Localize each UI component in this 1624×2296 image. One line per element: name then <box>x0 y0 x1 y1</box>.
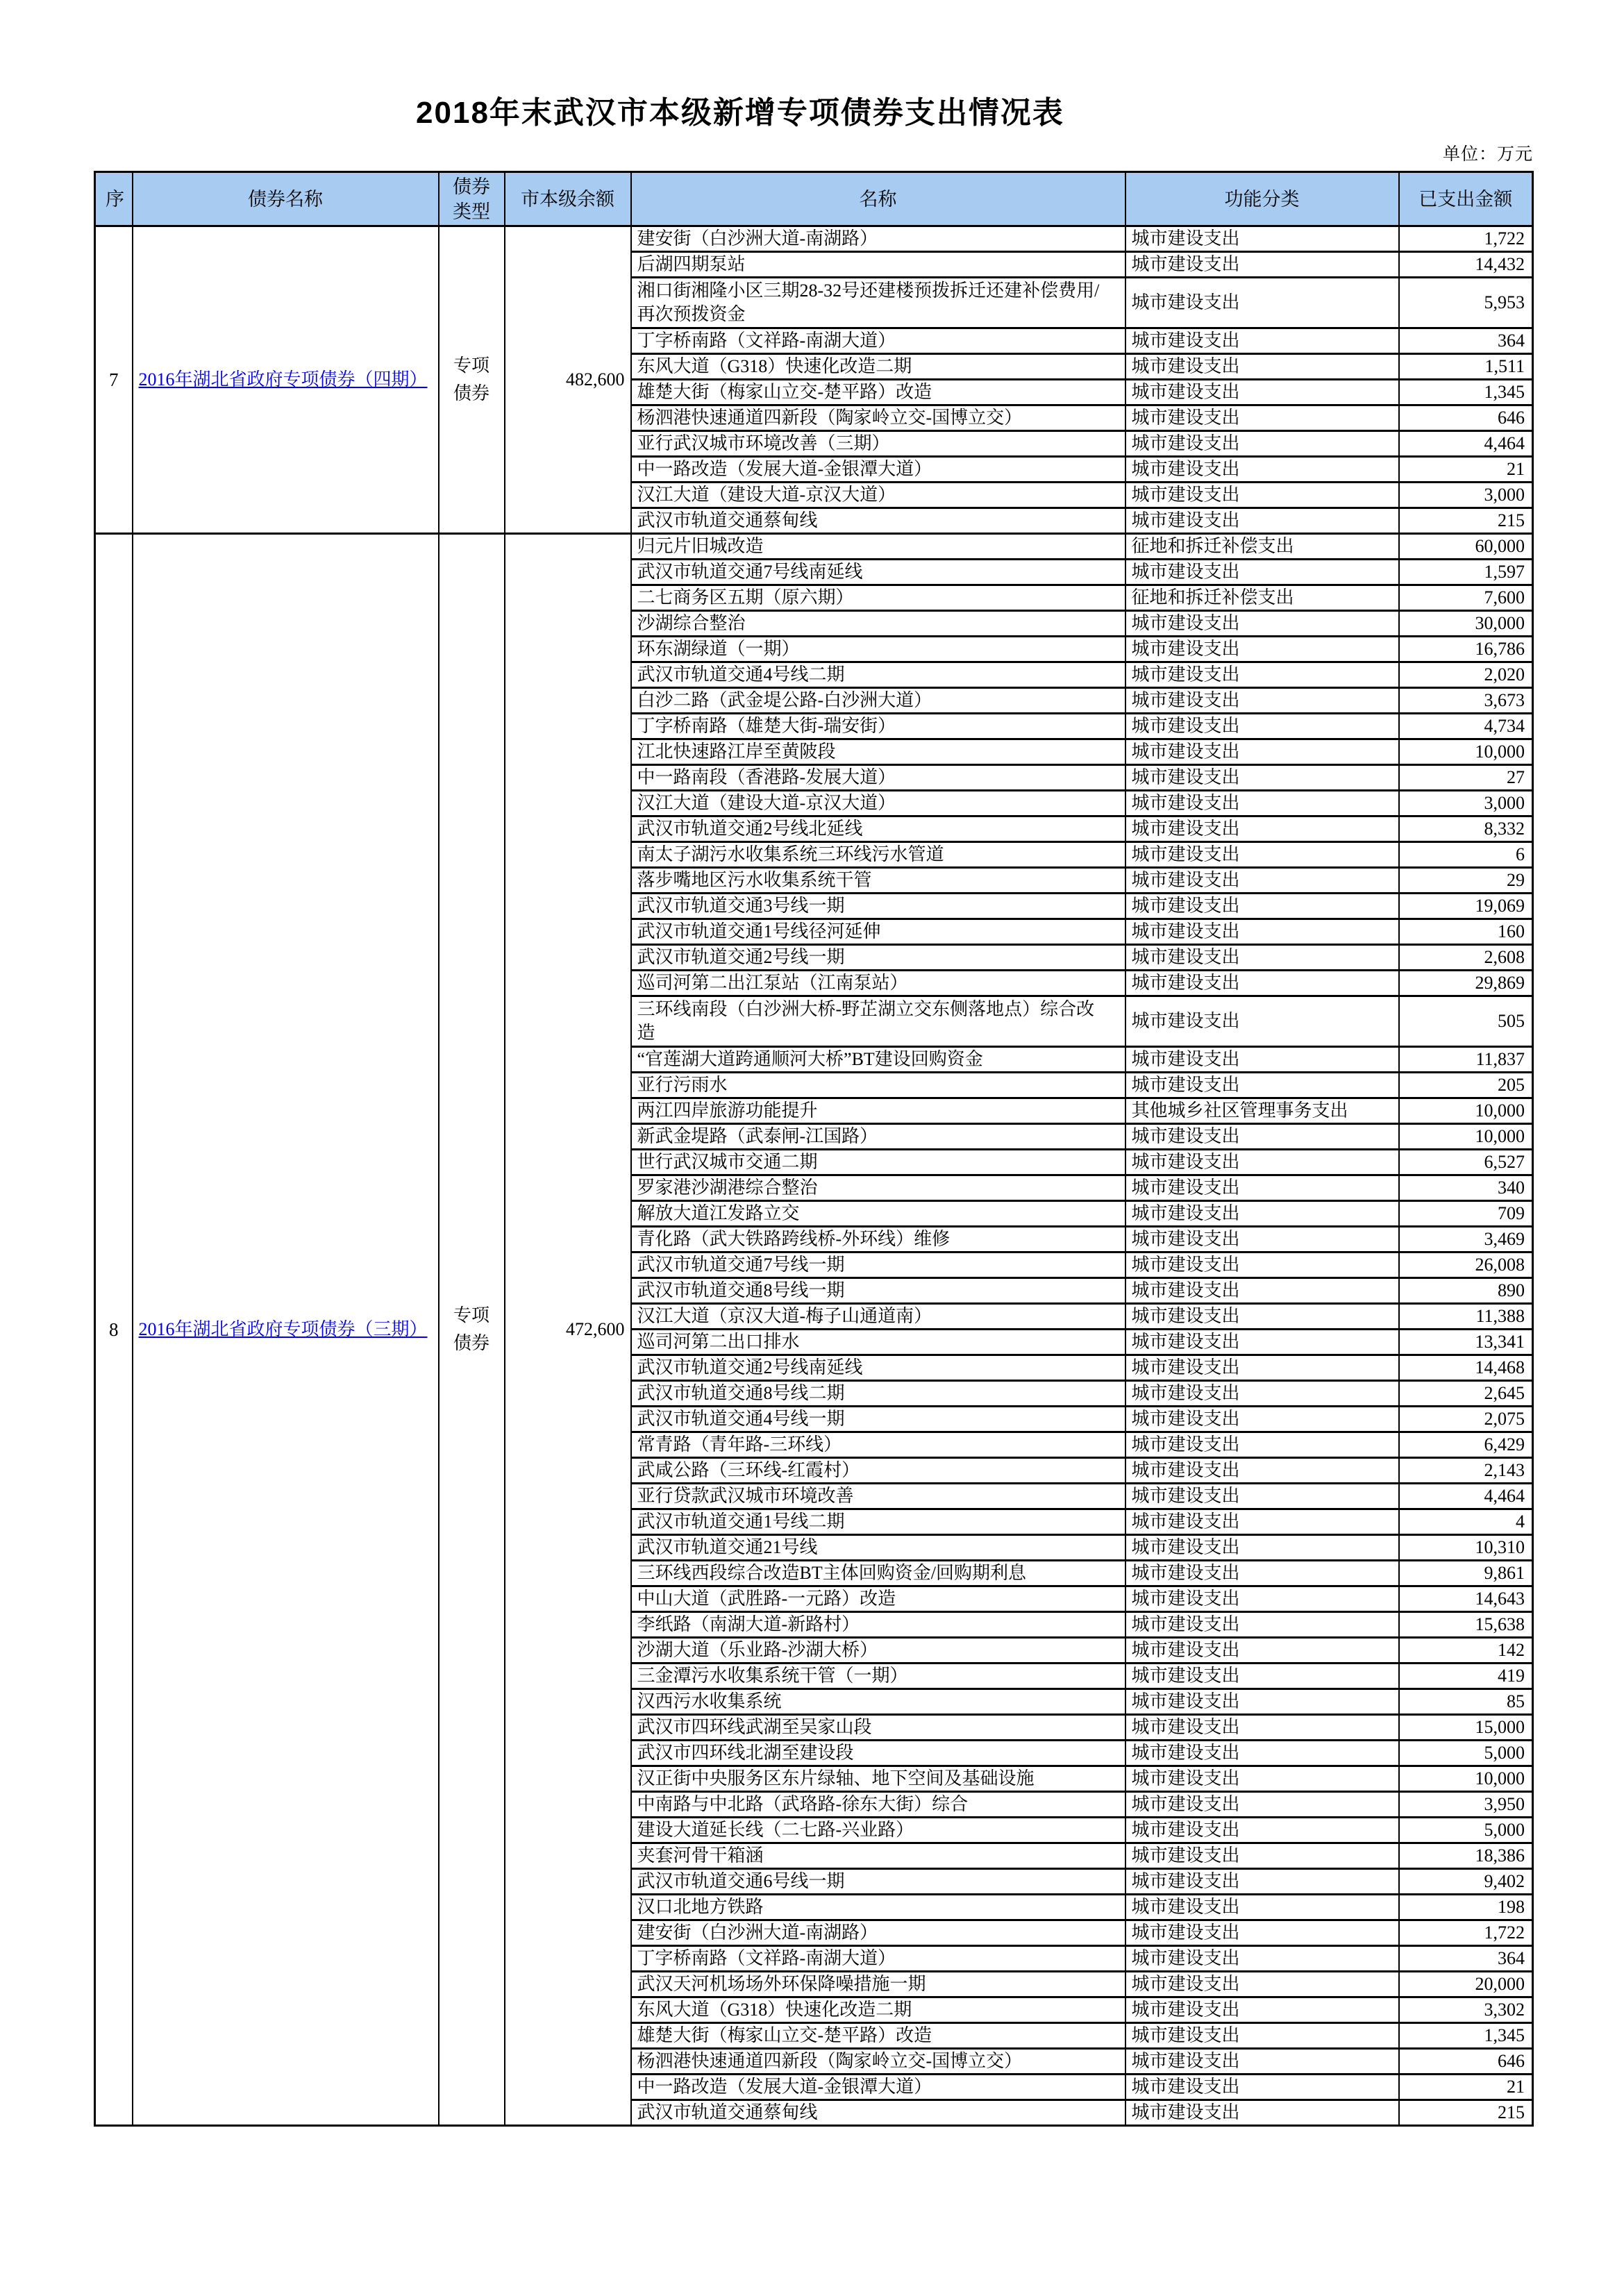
bond-name-cell <box>133 226 439 534</box>
project-category-cell: 城市建设支出 <box>1125 1484 1399 1509</box>
header-row <box>95 172 1533 226</box>
project-category-cell: 城市建设支出 <box>1125 1920 1399 1946</box>
project-amount-cell: 1,511 <box>1399 354 1533 380</box>
project-category-cell: 城市建设支出 <box>1125 1869 1399 1895</box>
project-name-cell: 湘口街湘隆小区三期28-32号还建楼预拨拆迁还建补偿费用/再次预拨资金 <box>631 278 1125 328</box>
project-category-cell: 城市建设支出 <box>1125 1843 1399 1869</box>
project-category-cell: 城市建设支出 <box>1125 405 1399 431</box>
project-name-cell: 中一路改造（发展大道-金银潭大道） <box>631 457 1125 483</box>
project-name-cell: 世行武汉城市交通二期 <box>631 1150 1125 1175</box>
project-amount-cell: 6,527 <box>1399 1150 1533 1175</box>
project-row <box>95 226 1533 252</box>
project-amount-cell: 4,734 <box>1399 714 1533 739</box>
project-amount-cell: 16,786 <box>1399 637 1533 662</box>
project-name-cell: 东风大道（G318）快速化改造二期 <box>631 1997 1125 2023</box>
project-amount-cell: 646 <box>1399 405 1533 431</box>
project-amount-cell: 21 <box>1399 457 1533 483</box>
project-name-cell: 武汉市轨道交通3号线一期 <box>631 894 1125 919</box>
project-name-cell: 丁字桥南路（雄楚大街-瑞安街） <box>631 714 1125 739</box>
project-amount-cell: 205 <box>1399 1073 1533 1098</box>
project-amount-cell: 160 <box>1399 919 1533 945</box>
project-amount-cell: 11,388 <box>1399 1304 1533 1330</box>
bond-balance-cell: 482,600 <box>505 226 631 534</box>
header-seq: 序 <box>95 172 133 226</box>
project-category-cell: 城市建设支出 <box>1125 380 1399 405</box>
project-name-cell: 汉口北地方铁路 <box>631 1895 1125 1920</box>
bond-name-link[interactable]: 2016年湖北省政府专项债券（三期） <box>138 1319 428 1339</box>
project-category-cell: 城市建设支出 <box>1125 1432 1399 1458</box>
project-name-cell: 武汉市轨道交通蔡甸线 <box>631 2100 1125 2126</box>
project-amount-cell: 3,302 <box>1399 1997 1533 2023</box>
project-category-cell: 城市建设支出 <box>1125 2023 1399 2049</box>
project-name-cell: 中一路南段（香港路-发展大道） <box>631 765 1125 791</box>
project-name-cell: 南太子湖污水收集系统三环线污水管道 <box>631 842 1125 868</box>
project-name-cell: 三环线西段综合改造BT主体回购资金/回购期利息 <box>631 1561 1125 1586</box>
project-name-cell: 武汉市轨道交通21号线 <box>631 1535 1125 1561</box>
project-category-cell: 城市建设支出 <box>1125 1638 1399 1664</box>
project-category-cell: 城市建设支出 <box>1125 1073 1399 1098</box>
project-amount-cell: 5,000 <box>1399 1741 1533 1766</box>
project-name-cell: 青化路（武大铁路跨线桥-外环线）维修 <box>631 1227 1125 1252</box>
bond-section <box>95 226 1533 534</box>
project-name-cell: 武汉市四环线武湖至吴家山段 <box>631 1715 1125 1741</box>
project-amount-cell: 9,402 <box>1399 1869 1533 1895</box>
project-amount-cell: 709 <box>1399 1201 1533 1227</box>
header-balance: 市本级余额 <box>505 172 631 226</box>
project-amount-cell: 646 <box>1399 2049 1533 2075</box>
bond-type-cell: 专项债券 <box>439 534 505 2126</box>
project-name-cell: 环东湖绿道（一期） <box>631 637 1125 662</box>
project-amount-cell: 10,000 <box>1399 1766 1533 1792</box>
project-category-cell: 城市建设支出 <box>1125 1304 1399 1330</box>
project-category-cell: 城市建设支出 <box>1125 1972 1399 1997</box>
project-name-cell: 武汉市轨道交通2号线北延线 <box>631 816 1125 842</box>
project-amount-cell: 1,722 <box>1399 226 1533 252</box>
project-name-cell: 白沙二路（武金堤公路-白沙洲大道） <box>631 688 1125 714</box>
project-name-cell: 建安街（白沙洲大道-南湖路） <box>631 226 1125 252</box>
project-amount-cell: 2,645 <box>1399 1381 1533 1407</box>
bond-type-cell: 专项债券 <box>439 226 505 534</box>
project-amount-cell: 215 <box>1399 508 1533 534</box>
project-category-cell: 其他城乡社区管理事务支出 <box>1125 1098 1399 1124</box>
project-name-cell: 落步嘴地区污水收集系统干管 <box>631 868 1125 894</box>
project-amount-cell: 8,332 <box>1399 816 1533 842</box>
project-name-cell: 丁字桥南路（文祥路-南湖大道） <box>631 328 1125 354</box>
project-name-cell: 汉正街中央服务区东片绿轴、地下空间及基础设施 <box>631 1766 1125 1792</box>
project-category-cell: 城市建设支出 <box>1125 688 1399 714</box>
project-name-cell: “官莲湖大道跨通顺河大桥”BT建设回购资金 <box>631 1047 1125 1073</box>
header-project-name: 名称 <box>631 172 1125 226</box>
project-amount-cell: 364 <box>1399 328 1533 354</box>
project-amount-cell: 2,020 <box>1399 662 1533 688</box>
project-category-cell: 城市建设支出 <box>1125 431 1399 457</box>
project-category-cell: 城市建设支出 <box>1125 996 1399 1047</box>
bond-name-cell <box>133 534 439 2126</box>
project-amount-cell: 15,000 <box>1399 1715 1533 1741</box>
project-category-cell: 城市建设支出 <box>1125 1895 1399 1920</box>
table-header <box>95 172 1533 226</box>
project-amount-cell: 10,000 <box>1399 739 1533 765</box>
project-name-cell: 建设大道延长线（二七路-兴业路） <box>631 1818 1125 1843</box>
project-category-cell: 城市建设支出 <box>1125 1381 1399 1407</box>
project-category-cell: 城市建设支出 <box>1125 868 1399 894</box>
project-amount-cell: 1,345 <box>1399 380 1533 405</box>
project-category-cell: 城市建设支出 <box>1125 226 1399 252</box>
project-amount-cell: 419 <box>1399 1664 1533 1689</box>
project-category-cell: 城市建设支出 <box>1125 252 1399 278</box>
page-title: 2018年末武汉市本级新增专项债券支出情况表 <box>416 96 1064 130</box>
bond-balance-cell: 472,600 <box>505 534 631 2126</box>
project-name-cell: 汉江大道（建设大道-京汉大道） <box>631 483 1125 508</box>
project-name-cell: 汉江大道（京汉大道-梅子山通道南） <box>631 1304 1125 1330</box>
project-amount-cell: 13,341 <box>1399 1330 1533 1355</box>
project-category-cell: 城市建设支出 <box>1125 662 1399 688</box>
project-amount-cell: 6 <box>1399 842 1533 868</box>
project-category-cell: 城市建设支出 <box>1125 1175 1399 1201</box>
project-amount-cell: 27 <box>1399 765 1533 791</box>
project-name-cell: 常青路（青年路-三环线） <box>631 1432 1125 1458</box>
project-amount-cell: 2,075 <box>1399 1407 1533 1432</box>
project-name-cell: 亚行污雨水 <box>631 1073 1125 1098</box>
project-amount-cell: 10,310 <box>1399 1535 1533 1561</box>
project-name-cell: 建安街（白沙洲大道-南湖路） <box>631 1920 1125 1946</box>
project-name-cell: 巡司河第二出口排水 <box>631 1330 1125 1355</box>
project-name-cell: 丁字桥南路（文祥路-南湖大道） <box>631 1946 1125 1972</box>
project-amount-cell: 2,608 <box>1399 945 1533 971</box>
project-amount-cell: 20,000 <box>1399 1972 1533 1997</box>
project-category-cell: 城市建设支出 <box>1125 354 1399 380</box>
project-name-cell: 罗家港沙湖港综合整治 <box>631 1175 1125 1201</box>
project-amount-cell: 10,000 <box>1399 1124 1533 1150</box>
project-category-cell: 城市建设支出 <box>1125 1124 1399 1150</box>
project-amount-cell: 30,000 <box>1399 611 1533 637</box>
project-category-cell: 城市建设支出 <box>1125 945 1399 971</box>
project-amount-cell: 85 <box>1399 1689 1533 1715</box>
project-category-cell: 城市建设支出 <box>1125 1330 1399 1355</box>
project-name-cell: 武咸公路（三环线-红霞村） <box>631 1458 1125 1484</box>
project-name-cell: 雄楚大街（梅家山立交-楚平路）改造 <box>631 380 1125 405</box>
project-name-cell: 中南路与中北路（武珞路-徐东大街）综合 <box>631 1792 1125 1818</box>
project-amount-cell: 21 <box>1399 2075 1533 2100</box>
project-category-cell: 城市建设支出 <box>1125 1150 1399 1175</box>
project-amount-cell: 11,837 <box>1399 1047 1533 1073</box>
project-name-cell: 巡司河第二出江泵站（江南泵站） <box>631 971 1125 996</box>
project-category-cell: 城市建设支出 <box>1125 328 1399 354</box>
project-name-cell: 三环线南段（白沙洲大桥-野芷湖立交东侧落地点）综合改造 <box>631 996 1125 1047</box>
bond-name-link[interactable]: 2016年湖北省政府专项债券（四期） <box>138 369 428 389</box>
project-amount-cell: 3,000 <box>1399 483 1533 508</box>
project-amount-cell: 3,950 <box>1399 1792 1533 1818</box>
project-name-cell: 杨泗港快速通道四新段（陶家岭立交-国博立交） <box>631 405 1125 431</box>
project-amount-cell: 9,861 <box>1399 1561 1533 1586</box>
header-category: 功能分类 <box>1125 172 1399 226</box>
header-bond-type: 债券类型 <box>439 172 505 226</box>
project-amount-cell: 15,638 <box>1399 1612 1533 1638</box>
project-name-cell: 新武金堤路（武泰闸-江国路） <box>631 1124 1125 1150</box>
project-category-cell: 城市建设支出 <box>1125 278 1399 328</box>
project-amount-cell: 4,464 <box>1399 431 1533 457</box>
project-category-cell: 城市建设支出 <box>1125 1766 1399 1792</box>
project-category-cell: 城市建设支出 <box>1125 1715 1399 1741</box>
project-amount-cell: 142 <box>1399 1638 1533 1664</box>
project-name-cell: 雄楚大街（梅家山立交-楚平路）改造 <box>631 2023 1125 2049</box>
project-amount-cell: 364 <box>1399 1946 1533 1972</box>
project-category-cell: 城市建设支出 <box>1125 637 1399 662</box>
project-amount-cell: 5,000 <box>1399 1818 1533 1843</box>
project-name-cell: 两江四岸旅游功能提升 <box>631 1098 1125 1124</box>
project-category-cell: 城市建设支出 <box>1125 1047 1399 1073</box>
project-name-cell: 武汉市轨道交通7号线一期 <box>631 1252 1125 1278</box>
unit-label: 单位：万元 <box>1442 145 1533 164</box>
project-amount-cell: 14,468 <box>1399 1355 1533 1381</box>
project-category-cell: 征地和拆迁补偿支出 <box>1125 585 1399 611</box>
project-category-cell: 城市建设支出 <box>1125 1535 1399 1561</box>
project-category-cell: 城市建设支出 <box>1125 894 1399 919</box>
project-amount-cell: 1,597 <box>1399 560 1533 585</box>
project-category-cell: 城市建设支出 <box>1125 1227 1399 1252</box>
project-name-cell: 东风大道（G318）快速化改造二期 <box>631 354 1125 380</box>
project-name-cell: 解放大道江发路立交 <box>631 1201 1125 1227</box>
section-seq-cell: 7 <box>95 226 133 534</box>
project-category-cell: 城市建设支出 <box>1125 560 1399 585</box>
project-category-cell: 征地和拆迁补偿支出 <box>1125 534 1399 560</box>
project-row <box>95 534 1533 560</box>
project-category-cell: 城市建设支出 <box>1125 971 1399 996</box>
project-name-cell: 夹套河骨干箱涵 <box>631 1843 1125 1869</box>
project-category-cell: 城市建设支出 <box>1125 2075 1399 2100</box>
project-name-cell: 武汉市轨道交通6号线一期 <box>631 1869 1125 1895</box>
project-name-cell: 沙湖大道（乐业路-沙湖大桥） <box>631 1638 1125 1664</box>
project-name-cell: 武汉天河机场场外环保降噪措施一期 <box>631 1972 1125 1997</box>
project-category-cell: 城市建设支出 <box>1125 1561 1399 1586</box>
project-amount-cell: 505 <box>1399 996 1533 1047</box>
project-category-cell: 城市建设支出 <box>1125 1818 1399 1843</box>
header-amount: 已支出金额 <box>1399 172 1533 226</box>
project-name-cell: 江北快速路江岸至黄陂段 <box>631 739 1125 765</box>
project-name-cell: 武汉市轨道交通1号线径河延伸 <box>631 919 1125 945</box>
project-category-cell: 城市建设支出 <box>1125 1252 1399 1278</box>
project-category-cell: 城市建设支出 <box>1125 1664 1399 1689</box>
project-name-cell: 沙湖综合整治 <box>631 611 1125 637</box>
project-amount-cell: 198 <box>1399 1895 1533 1920</box>
project-amount-cell: 14,432 <box>1399 252 1533 278</box>
project-name-cell: 武汉市轨道交通8号线二期 <box>631 1381 1125 1407</box>
project-category-cell: 城市建设支出 <box>1125 1509 1399 1535</box>
project-amount-cell: 18,386 <box>1399 1843 1533 1869</box>
project-category-cell: 城市建设支出 <box>1125 1201 1399 1227</box>
project-name-cell: 武汉市四环线北湖至建设段 <box>631 1741 1125 1766</box>
project-name-cell: 武汉市轨道交通1号线二期 <box>631 1509 1125 1535</box>
project-category-cell: 城市建设支出 <box>1125 919 1399 945</box>
project-amount-cell: 2,143 <box>1399 1458 1533 1484</box>
project-category-cell: 城市建设支出 <box>1125 611 1399 637</box>
bond-section <box>95 534 1533 2126</box>
project-category-cell: 城市建设支出 <box>1125 791 1399 816</box>
project-category-cell: 城市建设支出 <box>1125 1612 1399 1638</box>
project-amount-cell: 340 <box>1399 1175 1533 1201</box>
project-category-cell: 城市建设支出 <box>1125 1741 1399 1766</box>
project-amount-cell: 4,464 <box>1399 1484 1533 1509</box>
project-category-cell: 城市建设支出 <box>1125 1458 1399 1484</box>
project-category-cell: 城市建设支出 <box>1125 1407 1399 1432</box>
project-category-cell: 城市建设支出 <box>1125 1792 1399 1818</box>
project-name-cell: 武汉市轨道交通2号线一期 <box>631 945 1125 971</box>
project-name-cell: 亚行武汉城市环境改善（三期） <box>631 431 1125 457</box>
project-amount-cell: 19,069 <box>1399 894 1533 919</box>
project-name-cell: 武汉市轨道交通4号线二期 <box>631 662 1125 688</box>
project-amount-cell: 60,000 <box>1399 534 1533 560</box>
project-category-cell: 城市建设支出 <box>1125 1689 1399 1715</box>
project-name-cell: 中山大道（武胜路-一元路）改造 <box>631 1586 1125 1612</box>
project-category-cell: 城市建设支出 <box>1125 714 1399 739</box>
project-amount-cell: 29 <box>1399 868 1533 894</box>
project-amount-cell: 7,600 <box>1399 585 1533 611</box>
project-amount-cell: 4 <box>1399 1509 1533 1535</box>
project-amount-cell: 1,345 <box>1399 2023 1533 2049</box>
project-category-cell: 城市建设支出 <box>1125 457 1399 483</box>
project-amount-cell: 890 <box>1399 1278 1533 1304</box>
project-amount-cell: 3,000 <box>1399 791 1533 816</box>
project-name-cell: 二七商务区五期（原六期） <box>631 585 1125 611</box>
project-name-cell: 武汉市轨道交通4号线一期 <box>631 1407 1125 1432</box>
project-category-cell: 城市建设支出 <box>1125 2100 1399 2126</box>
project-amount-cell: 3,673 <box>1399 688 1533 714</box>
project-category-cell: 城市建设支出 <box>1125 1586 1399 1612</box>
project-name-cell: 武汉市轨道交通8号线一期 <box>631 1278 1125 1304</box>
project-category-cell: 城市建设支出 <box>1125 739 1399 765</box>
project-category-cell: 城市建设支出 <box>1125 816 1399 842</box>
project-name-cell: 李纸路（南湖大道-新路村） <box>631 1612 1125 1638</box>
project-name-cell: 杨泗港快速通道四新段（陶家岭立交-国博立交） <box>631 2049 1125 2075</box>
project-name-cell: 汉西污水收集系统 <box>631 1689 1125 1715</box>
project-category-cell: 城市建设支出 <box>1125 508 1399 534</box>
project-name-cell: 后湖四期泵站 <box>631 252 1125 278</box>
project-name-cell: 中一路改造（发展大道-金银潭大道） <box>631 2075 1125 2100</box>
project-name-cell: 归元片旧城改造 <box>631 534 1125 560</box>
project-amount-cell: 29,869 <box>1399 971 1533 996</box>
project-name-cell: 武汉市轨道交通7号线南延线 <box>631 560 1125 585</box>
project-category-cell: 城市建设支出 <box>1125 1278 1399 1304</box>
project-name-cell: 武汉市轨道交通2号线南延线 <box>631 1355 1125 1381</box>
project-amount-cell: 14,643 <box>1399 1586 1533 1612</box>
project-amount-cell: 10,000 <box>1399 1098 1533 1124</box>
project-category-cell: 城市建设支出 <box>1125 2049 1399 2075</box>
project-amount-cell: 6,429 <box>1399 1432 1533 1458</box>
project-category-cell: 城市建设支出 <box>1125 1997 1399 2023</box>
bond-expenditure-table <box>94 171 1534 2127</box>
project-amount-cell: 3,469 <box>1399 1227 1533 1252</box>
project-name-cell: 武汉市轨道交通蔡甸线 <box>631 508 1125 534</box>
project-amount-cell: 26,008 <box>1399 1252 1533 1278</box>
project-category-cell: 城市建设支出 <box>1125 842 1399 868</box>
project-amount-cell: 1,722 <box>1399 1920 1533 1946</box>
project-amount-cell: 5,953 <box>1399 278 1533 328</box>
project-category-cell: 城市建设支出 <box>1125 483 1399 508</box>
project-category-cell: 城市建设支出 <box>1125 1355 1399 1381</box>
project-name-cell: 三金潭污水收集系统干管（一期） <box>631 1664 1125 1689</box>
project-name-cell: 汉江大道（建设大道-京汉大道） <box>631 791 1125 816</box>
project-name-cell: 亚行贷款武汉城市环境改善 <box>631 1484 1125 1509</box>
section-seq-cell: 8 <box>95 534 133 2126</box>
project-category-cell: 城市建设支出 <box>1125 1946 1399 1972</box>
project-category-cell: 城市建设支出 <box>1125 765 1399 791</box>
project-amount-cell: 215 <box>1399 2100 1533 2126</box>
header-bond-name: 债券名称 <box>133 172 439 226</box>
